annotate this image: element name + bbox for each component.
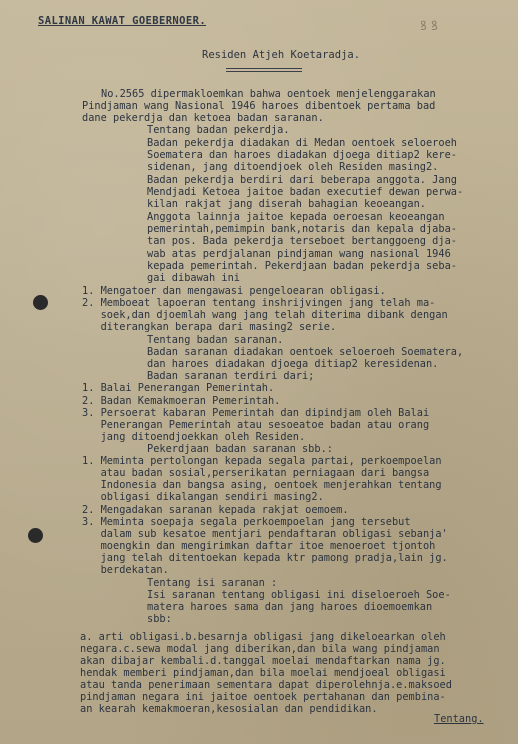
paragraph-line: matera haroes sama dan jang haroes dioemoemkan bbox=[147, 601, 433, 613]
paragraph-line: tan pos. Bada pekerdja terseboet bertanggoeng dja- bbox=[147, 235, 457, 247]
paragraph-line: a. arti obligasi.b.besarnja obligasi jang dikeloearkan oleh bbox=[80, 631, 446, 643]
section-heading: Tentang badan saranan. bbox=[147, 334, 284, 346]
paragraph-line: kepada pemerintah. Pekerdjaan badan pekerdja seba- bbox=[147, 260, 457, 272]
document-header-label: SALINAN KAWAT GOEBERNOER. bbox=[38, 15, 207, 27]
list-item: 2. Badan Kemakmoeran Pemerintah. bbox=[82, 395, 281, 407]
paragraph-line: negara.c.sewa modal jang diberikan,dan bila wang pindjaman bbox=[80, 643, 440, 655]
paragraph-line: sidenan, jang ditoendjoek oleh Residen masing2. bbox=[147, 161, 439, 173]
paragraph-line: Anggota lainnja jaitoe kepada oeroesan keoeangan bbox=[147, 211, 445, 223]
intro-line: No.2565 dipermakloemkan bahwa oentoek menjelenggarakan bbox=[101, 88, 436, 100]
paragraph-line: Badan saranan terdiri dari; bbox=[147, 370, 315, 382]
punch-hole bbox=[28, 528, 43, 543]
section-heading: Tentang isi saranan : bbox=[147, 577, 278, 589]
list-item: dalam sub kesatoe mentjari pendaftaran obligasi sebanja' bbox=[82, 528, 448, 540]
list-item: atau badan sosial,perserikatan perniagaan dari bangsa bbox=[82, 467, 430, 479]
list-item: moengkin dan mengirimkan daftar itoe menoeroet tjontoh bbox=[82, 540, 436, 552]
intro-line: dane pekerdja dan ketoea badan saranan. bbox=[82, 112, 324, 124]
paragraph-line: an kearah kemakmoeran,kesosialan dan pendidikan. bbox=[80, 703, 378, 715]
paragraph-line: pemerintah,pemimpin bank,notaris dan kepala djaba- bbox=[147, 223, 457, 235]
paragraph-line: wab atas perdjalanan pindjaman wang nasional 1946 bbox=[147, 248, 451, 260]
paragraph-line: Soematera dan haroes diadakan djoega ditiap2 kere- bbox=[147, 149, 457, 161]
paragraph-line: akan dibajar kembali.d.tanggal moelai mendaftarkan nama jg. bbox=[80, 655, 446, 667]
list-item: 1. Balai Penerangan Pemerintah. bbox=[82, 382, 275, 394]
paragraph-line: hendak memberi pindjaman,dan bila moelai mendjoeal obligasi bbox=[80, 667, 446, 679]
paragraph-line: gai dibawah ini bbox=[147, 272, 240, 284]
list-item: berdekatan. bbox=[82, 564, 169, 576]
page-continuation: Tentang. bbox=[434, 713, 484, 725]
handwritten-mark: ꝸ ꝸ bbox=[420, 19, 438, 34]
list-item: jang telah ditentoekan kepada ktr pamong pradja,lain jg. bbox=[82, 552, 448, 564]
paragraph-line: Mendjadi Ketoea jaitoe badan executief dewan perwa- bbox=[147, 186, 464, 198]
list-item: soek,dan djoemlah wang jang telah diterima dibank dengan bbox=[82, 309, 448, 321]
section-heading: Tentang badan pekerdja. bbox=[147, 124, 290, 136]
paragraph-line: pindjaman negara ini jaitoe oentoek pertahanan dan pembina- bbox=[80, 691, 446, 703]
title-underline bbox=[226, 68, 302, 72]
paragraph-line: Badan saranan diadakan oentoek seloeroeh Soematera, bbox=[147, 346, 464, 358]
list-item: obligasi dikalangan sendiri masing2. bbox=[82, 491, 324, 503]
paragraph-line: kilan rakjat jang diserah bahagian keoeangan. bbox=[147, 198, 426, 210]
section-heading: Pekerdjaan badan saranan sbb.: bbox=[147, 443, 333, 455]
list-item: 1. Mengatoer dan mengawasi pengeloearan obligasi. bbox=[82, 285, 386, 297]
punch-hole bbox=[33, 295, 48, 310]
paragraph-line: Isi saranan tentang obligasi ini diseloeroeh Soe- bbox=[147, 589, 451, 601]
paragraph-line: sbb: bbox=[147, 613, 172, 625]
list-item: 3. Meminta soepaja segala perkoempoelan jang tersebut bbox=[82, 516, 411, 528]
list-item: jang ditoendjoekkan oleh Residen. bbox=[82, 431, 306, 443]
document-title: Residen Atjeh Koetaradja. bbox=[202, 49, 361, 61]
list-item: 3. Persoerat kabaran Pemerintah dan dipindjam oleh Balai bbox=[82, 407, 430, 419]
list-item: Indonesia dan bangsa asing, oentoek menjerahkan tentang bbox=[82, 479, 442, 491]
list-item: 2. Memboeat lapoeran tentang inshrijvingen jang telah ma- bbox=[82, 297, 436, 309]
list-item: Penerangan Pemerintah atau sesoeatoe badan atau orang bbox=[82, 419, 430, 431]
paragraph-line: Badan pekerdja berdiri dari beberapa anggota. Jang bbox=[147, 174, 457, 186]
intro-line: Pindjaman wang Nasional 1946 haroes dibentoek pertama bad bbox=[82, 100, 436, 112]
paragraph-line: dan haroes diadakan djoega ditiap2 keresidenan. bbox=[147, 358, 439, 370]
paragraph-line: Badan pekerdja diadakan di Medan oentoek seloeroeh bbox=[147, 137, 457, 149]
list-item: 1. Meminta pertolongan kepada segala partai, perkoempoelan bbox=[82, 455, 442, 467]
list-item: diterangkan berapa dari masing2 serie. bbox=[82, 321, 337, 333]
paragraph-line: atau tanda penerimaan sementara dapat diperolehnja.e.maksoed bbox=[80, 679, 452, 691]
list-item: 2. Mengadakan saranan kepada rakjat oemoem. bbox=[82, 504, 349, 516]
